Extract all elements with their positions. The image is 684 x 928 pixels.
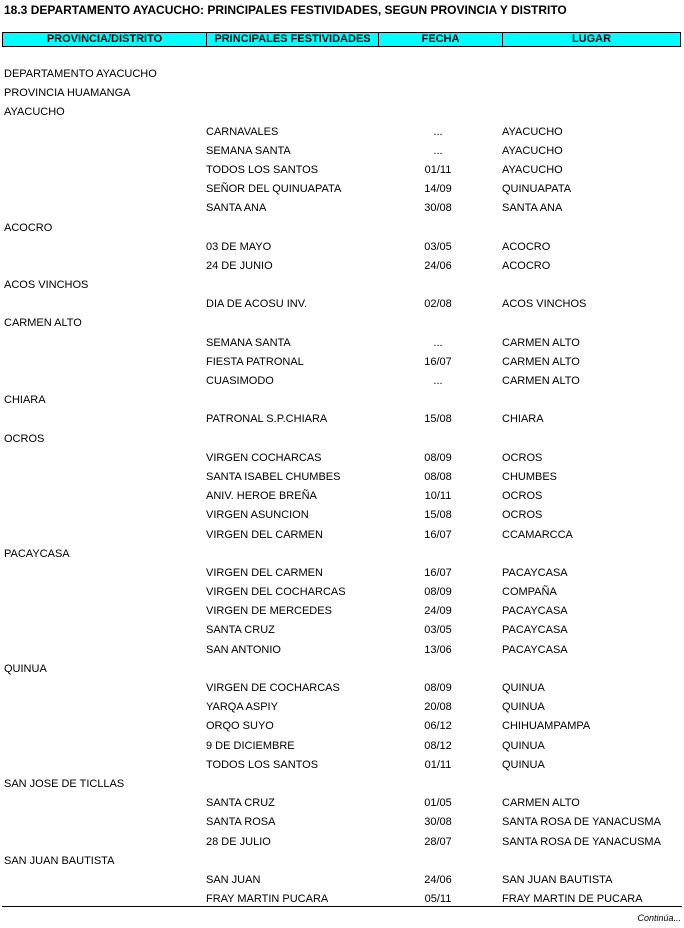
festival-name: ANIV. HEROE BREÑA <box>206 490 317 503</box>
table-row <box>0 449 684 468</box>
table-row <box>0 123 684 142</box>
festival-name: DIA DE ACOSU INV. <box>206 298 308 311</box>
header-province-district: PROVINCIA/DISTRITO <box>46 33 163 45</box>
table-row <box>0 641 684 660</box>
festival-location: OCROS <box>502 490 543 503</box>
table-row <box>0 257 684 276</box>
festival-date: 30/08 <box>424 202 452 215</box>
location-name: AYACUCHO <box>4 106 65 119</box>
table-row <box>0 353 684 372</box>
festival-location: OCROS <box>502 451 543 464</box>
table-row <box>0 295 684 314</box>
location-name: SAN JUAN BAUTISTA <box>4 854 115 867</box>
table-row <box>0 468 684 487</box>
bottom-rule <box>2 906 682 907</box>
header-place: LUGAR <box>571 33 612 45</box>
header-main-festivities: PRINCIPALES FESTIVIDADES <box>214 33 371 45</box>
festival-location: CHUMBES <box>502 470 558 483</box>
festival-date: ... <box>433 125 443 138</box>
festival-location: CCAMARCCA <box>502 528 573 541</box>
festival-location: PACAYCASA <box>502 624 568 637</box>
header-date: FECHA <box>421 33 460 45</box>
table-row <box>0 871 684 890</box>
table-row <box>0 564 684 583</box>
festival-location: SANTA ANA <box>502 202 563 215</box>
festival-date: 14/09 <box>424 183 452 196</box>
festival-name: VIRGEN DEL CARMEN <box>206 528 323 541</box>
location-name: ACOS VINCHOS <box>4 279 89 292</box>
festival-date: 05/11 <box>424 893 452 906</box>
festival-name: 03 DE MAYO <box>206 240 272 253</box>
table-row-location-heading <box>0 545 684 564</box>
table-row <box>0 487 684 506</box>
festival-location: SANTA ROSA DE YANACUSMA <box>502 835 661 848</box>
festival-date: 03/05 <box>424 240 452 253</box>
festival-location: CARMEN ALTO <box>502 336 580 349</box>
festival-location: ACOCRO <box>502 259 551 272</box>
festival-name: FRAY MARTIN PUCARA <box>206 893 329 906</box>
page-title: 18.3 DEPARTAMENTO AYACUCHO: PRINCIPALES FESTIVIDADES, SEGUN PROVINCIA Y DISTRITO <box>4 3 567 17</box>
festival-location: PACAYCASA <box>502 643 568 656</box>
festival-name: CUASIMODO <box>206 375 274 387</box>
table-row <box>0 372 684 391</box>
table-row <box>0 813 684 832</box>
festival-location: QUINUA <box>502 758 545 771</box>
table-header <box>2 32 681 47</box>
festival-date: 08/09 <box>424 682 452 694</box>
festival-name: VIRGEN DEL CARMEN <box>206 566 323 579</box>
table-row <box>0 583 684 602</box>
festival-date: 08/09 <box>424 586 452 599</box>
festival-date: 15/08 <box>424 413 452 426</box>
festival-location: AYACUCHO <box>502 144 563 157</box>
table-row <box>0 506 684 525</box>
table-row-location-heading <box>0 103 684 122</box>
table-row <box>0 679 684 698</box>
festival-date: 20/08 <box>424 701 452 714</box>
festival-date: 24/06 <box>424 259 452 272</box>
table-row <box>0 161 684 180</box>
festival-date: 08/08 <box>424 470 452 483</box>
table-row <box>0 737 684 756</box>
festival-name: CARNAVALES <box>206 125 279 138</box>
festival-name: 9 DE DICIEMBRE <box>206 739 295 752</box>
festival-name: TODOS LOS SANTOS <box>206 163 319 176</box>
festival-location: PACAYCASA <box>502 605 568 618</box>
festival-location: AYACUCHO <box>502 163 563 176</box>
location-name: DEPARTAMENTO AYACUCHO <box>4 68 157 80</box>
festival-location: ACOS VINCHOS <box>502 298 587 311</box>
table-row <box>0 602 684 621</box>
festival-date: 02/08 <box>424 298 452 311</box>
table-row <box>0 334 684 353</box>
table-row-location-heading <box>0 65 684 84</box>
festival-name: ORQO SUYO <box>206 720 274 733</box>
festival-date: 01/11 <box>424 758 452 771</box>
festival-location: AYACUCHO <box>502 125 563 138</box>
festival-name: SANTA ANA <box>206 202 267 215</box>
festival-date: 15/08 <box>424 509 452 522</box>
festival-name: VIRGEN DE MERCEDES <box>206 605 332 618</box>
table-row-location-heading <box>0 660 684 679</box>
festival-name: SEMANA SANTA <box>206 144 291 157</box>
festival-date: 24/06 <box>424 873 452 886</box>
festival-location: CARMEN ALTO <box>502 797 580 810</box>
table-row <box>0 621 684 640</box>
location-name: ACOCRO <box>4 221 53 234</box>
festival-location: CHIHUAMPAMPA <box>502 720 591 733</box>
table-row <box>0 833 684 852</box>
festival-date: 16/07 <box>424 355 452 368</box>
festival-location: QUINUA <box>502 682 545 694</box>
festival-date: 08/09 <box>424 451 452 464</box>
festival-location: CHIARA <box>502 413 544 426</box>
festival-date: 10/11 <box>424 490 452 503</box>
festival-name: VIRGEN DEL COCHARCAS <box>206 586 346 599</box>
festival-location: QUINUA <box>502 739 545 752</box>
location-name: PROVINCIA HUAMANGA <box>4 87 131 100</box>
festival-name: SANTA CRUZ <box>206 797 275 810</box>
festival-name: VIRGEN COCHARCAS <box>206 451 322 464</box>
table-row-location-heading <box>0 314 684 333</box>
location-name: PACAYCASA <box>4 547 70 560</box>
festival-name: VIRGEN ASUNCION <box>206 509 309 522</box>
festival-date: 16/07 <box>424 566 452 579</box>
festival-name: TODOS LOS SANTOS <box>206 758 319 771</box>
table-row <box>0 698 684 717</box>
festival-location: QUINUAPATA <box>502 183 572 196</box>
festival-location: PACAYCASA <box>502 566 568 579</box>
festival-location: QUINUA <box>502 701 545 714</box>
table-row-location-heading <box>0 430 684 449</box>
festival-name: SEMANA SANTA <box>206 336 291 349</box>
festival-date: 30/08 <box>424 816 452 829</box>
table-row-location-heading <box>0 391 684 410</box>
festival-location: OCROS <box>502 509 543 522</box>
table-row-location-heading <box>0 276 684 295</box>
location-name: OCROS <box>4 432 45 445</box>
festival-date: 08/12 <box>424 739 452 752</box>
location-name: CHIARA <box>4 394 46 407</box>
table-row <box>0 410 684 429</box>
table-row-location-heading <box>0 219 684 238</box>
table-row <box>0 756 684 775</box>
festival-date: ... <box>433 144 443 157</box>
table-row <box>0 142 684 161</box>
location-name: QUINUA <box>4 662 47 675</box>
table-row-location-heading <box>0 775 684 794</box>
festival-name: SANTA CRUZ <box>206 624 275 637</box>
festival-name: 28 DE JULIO <box>206 835 271 848</box>
festival-date: 03/05 <box>424 624 452 637</box>
table-row-location-heading <box>0 852 684 871</box>
festival-name: YARQA ASPIY <box>206 701 278 714</box>
festival-date: ... <box>433 336 443 349</box>
festival-date: 16/07 <box>424 528 452 541</box>
festival-name: SAN ANTONIO <box>206 643 281 656</box>
festival-location: SAN JUAN BAUTISTA <box>502 873 613 886</box>
table-row <box>0 717 684 736</box>
festival-name: 24 DE JUNIO <box>206 259 273 272</box>
festival-location: COMPAÑA <box>502 586 557 599</box>
festival-date: 13/06 <box>424 643 452 656</box>
festival-name: SANTA ROSA <box>206 816 276 829</box>
table-row <box>0 199 684 218</box>
festival-location: SANTA ROSA DE YANACUSMA <box>502 816 661 829</box>
festival-name: VIRGEN DE COCHARCAS <box>206 682 340 694</box>
festival-date: 01/05 <box>424 797 452 810</box>
table-row-location-heading <box>0 84 684 103</box>
festival-location: FRAY MARTIN DE PUCARA <box>502 893 643 906</box>
festival-location: CARMEN ALTO <box>502 375 580 387</box>
location-name: SAN JOSE DE TICLLAS <box>4 777 125 790</box>
festival-name: SAN JUAN <box>206 873 261 886</box>
table-row <box>0 794 684 813</box>
festival-name: FIESTA PATRONAL <box>206 355 304 368</box>
festival-location: CARMEN ALTO <box>502 355 580 368</box>
festival-date: 01/11 <box>424 163 452 176</box>
festival-date: 24/09 <box>424 605 452 618</box>
festival-date: ... <box>433 375 443 387</box>
festival-location: ACOCRO <box>502 240 551 253</box>
festival-date: 06/12 <box>424 720 452 733</box>
continuation-note: Continúa... <box>637 913 681 923</box>
table-row <box>0 238 684 257</box>
location-name: CARMEN ALTO <box>4 317 82 330</box>
festival-name: SEÑOR DEL QUINUAPATA <box>206 183 342 196</box>
festival-date: 28/07 <box>424 835 452 848</box>
table-body <box>0 65 684 909</box>
festival-name: SANTA ISABEL CHUMBES <box>206 470 341 483</box>
table-row <box>0 180 684 199</box>
table-row <box>0 526 684 545</box>
festival-name: PATRONAL S.P.CHIARA <box>206 413 328 426</box>
